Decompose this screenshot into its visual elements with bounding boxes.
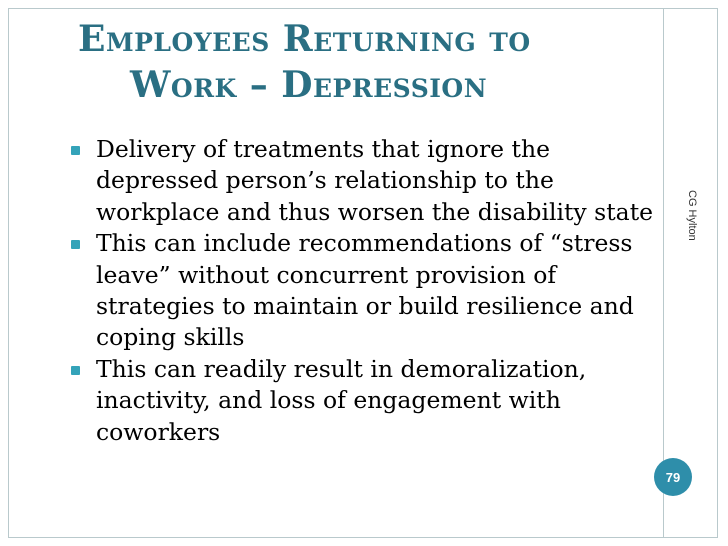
slide-title	[78, 16, 638, 108]
page-number-badge: 79	[654, 458, 692, 496]
bullet-item	[68, 354, 668, 448]
author-credit: CG Hylton	[686, 190, 698, 241]
square-bullet-icon	[71, 240, 80, 249]
slide-title-line-1: Employees Returning to	[78, 18, 531, 60]
slide-title-line-2: Work – Depression	[130, 64, 488, 106]
bullet-item	[68, 134, 668, 228]
square-bullet-icon	[71, 366, 80, 375]
bullet-text: Delivery of treatments that ignore the depressed person’s relationship to the workplace and thus worsen the disability state	[96, 135, 654, 226]
bullet-list	[68, 134, 668, 448]
bullet-text: This can readily result in demoralization, inactivity, and loss of engagement with coworkers	[96, 354, 587, 446]
bullet-text: This can include recommendations of “stress leave” without concurrent provision of strategies to maintain or build resilience and coping skills	[96, 229, 634, 352]
bullet-item	[68, 228, 668, 354]
square-bullet-icon	[71, 146, 80, 155]
